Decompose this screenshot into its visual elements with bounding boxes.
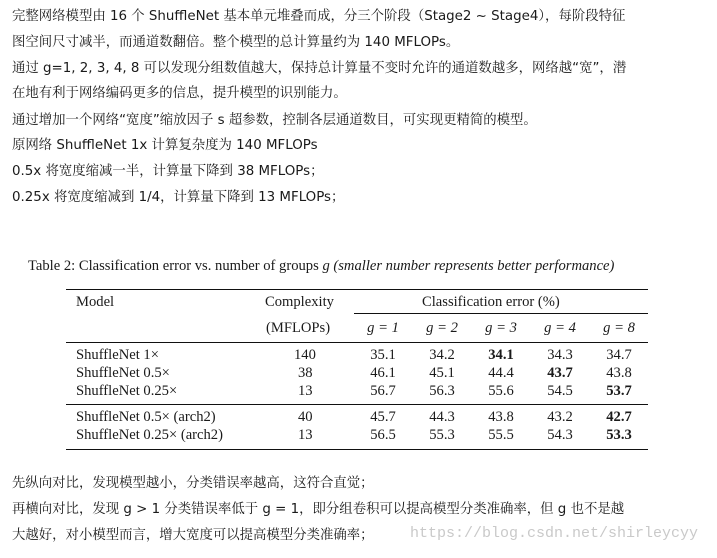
row-error: 56.5 — [370, 427, 396, 443]
row-error: 34.3 — [547, 347, 573, 363]
header-complexity: Complexity — [265, 294, 334, 310]
row-complexity: 13 — [298, 427, 313, 443]
row-error: 43.7 — [547, 365, 573, 381]
row-model: ShuffleNet 0.5× — [76, 365, 170, 381]
intro-line: 图空间尺寸减半，而通道数翻倍。整个模型的总计算量约为 140 MFLOPs。 — [12, 35, 460, 50]
row-error: 35.1 — [370, 347, 396, 363]
header-group: g = 8 — [603, 320, 635, 336]
row-error: 53.7 — [606, 383, 632, 399]
intro-line: 通过增加一个网络“宽度”缩放因子 s 超参数，控制各层通道数目，可实现更精简的模型。 — [12, 113, 537, 128]
row-model: ShuffleNet 1× — [76, 347, 159, 363]
row-error: 34.7 — [606, 347, 632, 363]
row-error: 53.3 — [606, 427, 632, 443]
row-error: 55.5 — [488, 427, 514, 443]
header-group: g = 1 — [367, 320, 399, 336]
caption-prefix: Table 2: Classification error vs. number of groups — [28, 258, 323, 274]
row-complexity: 38 — [298, 365, 313, 381]
header-group: g = 3 — [485, 320, 517, 336]
row-error: 54.5 — [547, 383, 573, 399]
intro-line: 在地有利于网络编码更多的信息，提升模型的识别能力。 — [12, 86, 347, 101]
intro-line: 原网络 ShuffleNet 1x 计算复杂度为 140 MFLOPs — [12, 138, 318, 153]
row-error: 44.3 — [429, 409, 455, 425]
row-error: 44.4 — [488, 365, 514, 381]
header-complexity-unit: (MFLOPs) — [266, 320, 331, 336]
row-complexity: 140 — [294, 347, 316, 363]
header-subrule — [354, 313, 648, 314]
group-separator-rule — [66, 404, 648, 405]
blog-watermark: https://blog.csdn.net/shirleycyy — [410, 525, 699, 542]
header-model: Model — [76, 294, 115, 310]
row-error: 56.7 — [370, 383, 396, 399]
row-error: 34.1 — [488, 347, 514, 363]
row-error: 45.1 — [429, 365, 455, 381]
header-group: g = 2 — [426, 320, 458, 336]
table-caption — [28, 258, 614, 275]
intro-line: 0.25x 将宽度缩减到 1/4，计算量下降到 13 MFLOPs； — [12, 190, 345, 205]
intro-line: 0.5x 将宽度缩减一半，计算量下降到 38 MFLOPs； — [12, 164, 324, 179]
row-complexity: 13 — [298, 383, 313, 399]
row-error: 55.6 — [488, 383, 514, 399]
row-complexity: 40 — [298, 409, 313, 425]
header-classification-error: Classification error (%) — [422, 294, 560, 310]
outro-line: 先纵向对比，发现模型越小，分类错误率越高，这符合直觉； — [12, 476, 374, 491]
row-model: ShuffleNet 0.25× (arch2) — [76, 427, 223, 443]
intro-line: 完整网络模型由 16 个 ShuffleNet 基本单元堆叠而成，分三个阶段（Stage2 ~ Stage4），每阶段特征 — [12, 9, 626, 24]
outro-line: 大越好，对小模型而言，增大宽度可以提高模型分类准确率； — [12, 528, 374, 543]
header-bottom-rule — [66, 342, 648, 343]
header-group: g = 4 — [544, 320, 576, 336]
row-error: 43.2 — [547, 409, 573, 425]
row-error: 46.1 — [370, 365, 396, 381]
row-error: 43.8 — [606, 365, 632, 381]
row-model: ShuffleNet 0.5× (arch2) — [76, 409, 216, 425]
row-error: 54.3 — [547, 427, 573, 443]
caption-variable: g — [322, 258, 330, 274]
outro-line: 再横向对比，发现 g > 1 分类错误率低于 g = 1，即分组卷积可以提高模型分类准确率，但 g 也不是越 — [12, 502, 625, 517]
row-model: ShuffleNet 0.25× — [76, 383, 178, 399]
row-error: 45.7 — [370, 409, 396, 425]
caption-note: (smaller number represents better performance) — [329, 258, 615, 274]
row-error: 42.7 — [606, 409, 632, 425]
row-error: 43.8 — [488, 409, 514, 425]
table-bottom-rule — [66, 449, 648, 450]
row-error: 55.3 — [429, 427, 455, 443]
table-top-rule — [66, 289, 648, 290]
row-error: 56.3 — [429, 383, 455, 399]
intro-line: 通过 g=1, 2, 3, 4, 8 可以发现分组数值越大，保持总计算量不变时允许的通道数越多，网络越“宽”，潜 — [12, 61, 627, 76]
row-error: 34.2 — [429, 347, 455, 363]
